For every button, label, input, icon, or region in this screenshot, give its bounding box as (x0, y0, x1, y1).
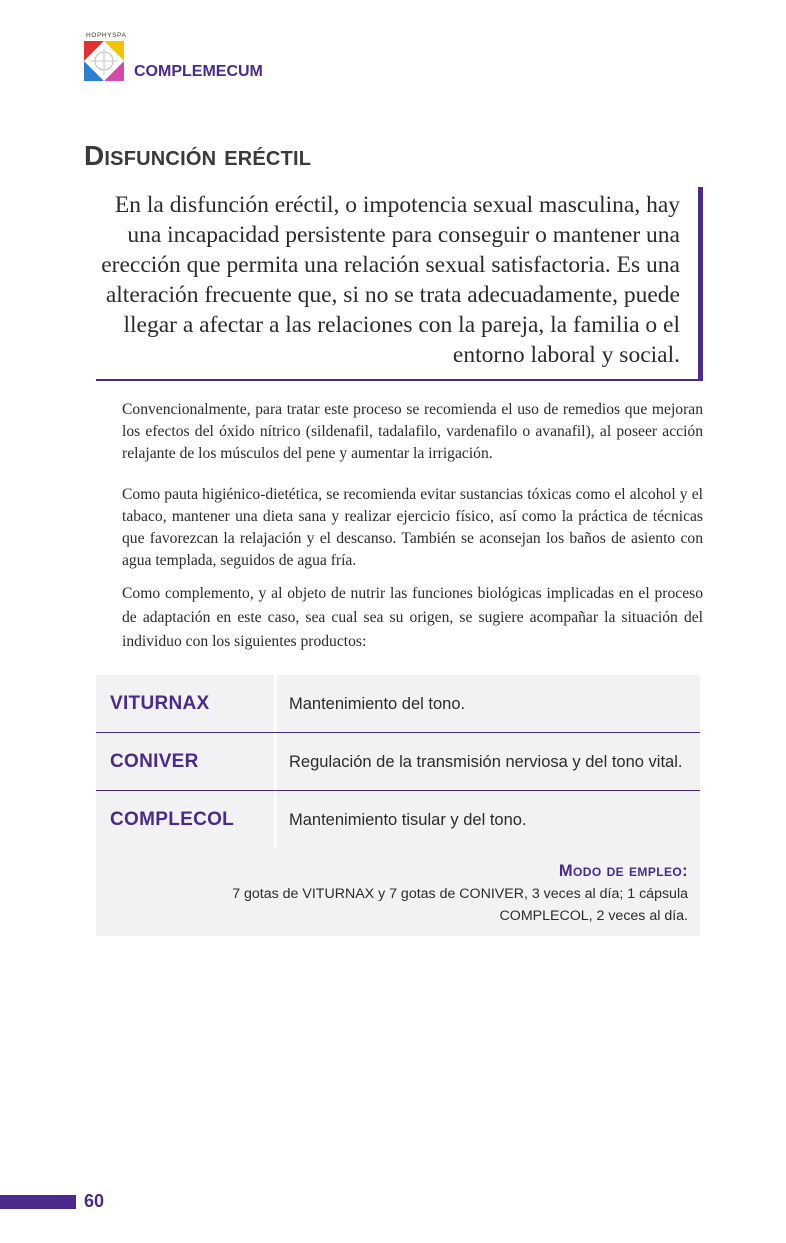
usage-text: 7 gotas de VITURNAX y 7 gotas de CONIVER, 3 veces al día; 1 cápsula COMPLECOL, 2 veces al día. (232, 886, 688, 924)
usage-title: Modo de empleo: (558, 862, 688, 880)
product-description: Mantenimiento tisular y del tono. (289, 810, 527, 829)
intro-text: En la disfunción eréctil, o impotencia sexual masculina, hay una incapacidad persistente para conseguir o mantener una erección que permita una relación sexual satisfactoria. Es una alteración frecuente que, si no se trata adecuadamente, puede llegar a afectar a las relaciones con la pareja, la familia o el entorno laboral y social. (101, 192, 680, 368)
column-divider (274, 791, 277, 848)
paragraph: Como complemento, y al objeto de nutrir las funciones biológicas implicadas en el proceso de adaptación en este caso, sea cual sea su origen, se sugiere acompañar la situación del individuo con los siguientes productos: (122, 585, 703, 650)
product-description: Regulación de la transmisión nerviosa y del tono vital. (289, 752, 683, 771)
page-number: 60 (84, 1191, 105, 1211)
header-title: COMPLEMECUM (134, 63, 263, 80)
product-row (96, 675, 700, 733)
product-description: Mantenimiento del tono. (289, 694, 466, 713)
column-divider (274, 675, 277, 732)
hophyspa-logo-icon (84, 41, 124, 81)
page-title: Disfunción eréctil (84, 140, 312, 171)
intro-accent-bar (698, 187, 703, 381)
product-name: CONIVER (110, 750, 199, 772)
products-table (96, 675, 700, 849)
paragraph: Como pauta higiénico-dietética, se recomienda evitar sustancias tóxicas como el alcohol y el tabaco, mantener una dieta sana y realizar ejercicio físico, así como la práctica de técnicas que favorezcan la relajación y el descanso. También se aconsejan los baños de asiento con agua templada, seguidos de agua fría. (122, 486, 703, 569)
footer-accent-bar (0, 1195, 76, 1209)
product-name: COMPLECOL (110, 808, 235, 830)
column-divider (274, 733, 277, 790)
product-name: VITURNAX (110, 692, 210, 714)
intro-divider (96, 379, 703, 381)
usage-box (96, 848, 700, 936)
paragraph: Convencionalmente, para tratar este proceso se recomienda el uso de remedios que mejoran los efectos del óxido nítrico (sildenafil, tadalafilo, vardenafilo o avanafil), al poseer acción relajante de los músculos del pene y aumentar la irrigación. (122, 401, 703, 462)
product-row (96, 733, 700, 791)
brand-name: HOPHYSPA (86, 32, 127, 39)
product-row (96, 791, 700, 849)
